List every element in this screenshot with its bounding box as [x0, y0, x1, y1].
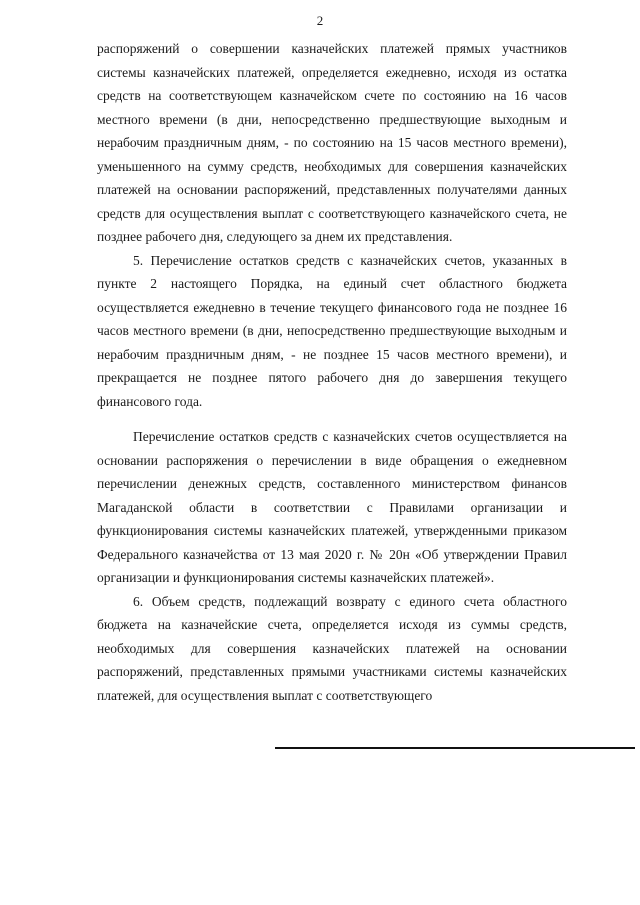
scan-edge-line [275, 747, 635, 749]
paragraph-transfer-basis: Перечисление остатков средств с казначейских счетов осуществляется на основании распоряжения о перечислении в виде обращения о ежедневном перечислении денежных средств, составленного министерством финансов Магаданской области в соответствии с Правилами организации и функционирования системы казначейских платежей, утвержденными приказом Федерального казначейства от 13 мая 2020 г. № 20н «Об утверждении Правил организации и функционирования системы казначейских платежей». [97, 429, 567, 585]
paragraph-6: 6. Объем средств, подлежащий возврату с единого счета областного бюджета на казначейские счета, определяется исходя из суммы средств, необходимых для совершения казначейских платежей на основании распоряжений, представленных прямыми участниками системы казначейских платежей, для осуществления выплат с соответствующего [97, 593, 567, 703]
document-body [97, 37, 567, 707]
paragraph-5: 5. Перечисление остатков средств с казначейских счетов, указанных в пункте 2 настоящего Порядка, на единый счет областного бюджета осуществляется ежедневно в течение текущего финансового года не позднее 16 часов местного времени (в дни, непосредственно предшествующие выходным и нерабочим праздничным дням, - не позднее 15 часов местного времени), и прекращается не позднее пятого рабочего дня до завершения текущего финансового года. [97, 252, 567, 409]
paragraph-continuation: распоряжений о совершении казначейских платежей прямых участников системы казначейских платежей, определяется ежедневно, исходя из остатка средств на соответствующем казначейском счете по состоянию на 16 часов местного времени (в дни, непосредственно предшествующие выходным и нерабочим праздничным дням, - по состоянию на 15 часов местного времени), уменьшенного на сумму средств, необходимых для совершения казначейских платежей на основании распоряжений, представленных получателями данных средств для осуществления выплат с соответствующего казначейского счета, не позднее рабочего дня, следующего за днем их представления. [97, 41, 567, 244]
page-number: 2 [316, 13, 324, 28]
